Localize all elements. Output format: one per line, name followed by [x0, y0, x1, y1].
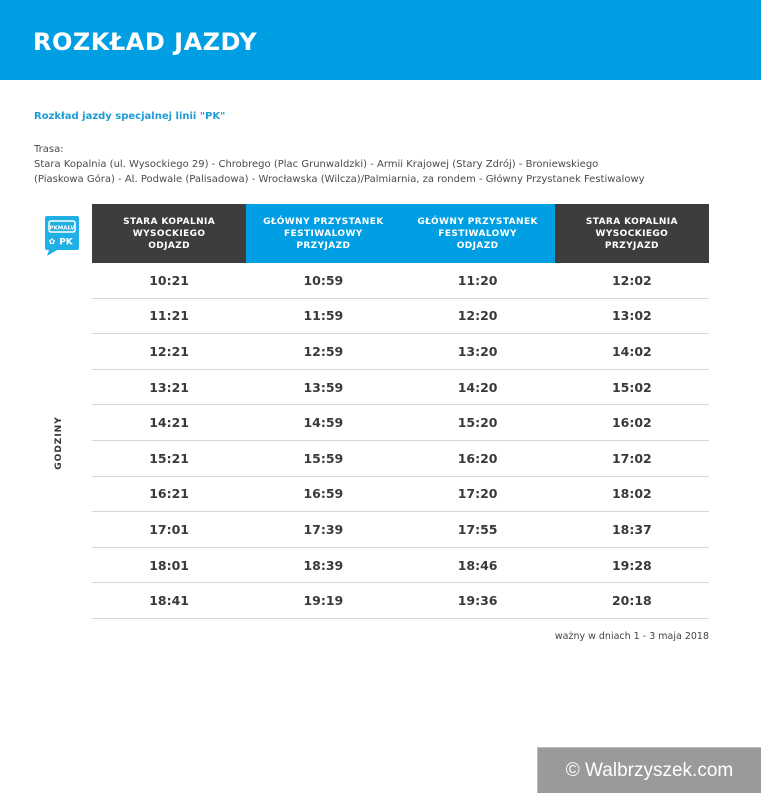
time-cell: 15:20 — [457, 415, 498, 431]
route-label: Trasa: — [34, 144, 64, 155]
bus-pk-icon — [43, 214, 81, 257]
time-cell: 17:55 — [457, 521, 498, 537]
table-row — [92, 370, 709, 406]
table-row — [92, 405, 709, 441]
route-line-2: (Piaskowa Góra) - Al. Podwale (Palisadowa) - Wrocławska (Wilcza)/Palmiarnia, za rondem - Główny Przystanek Festiwalowy — [34, 174, 645, 185]
time-cell: 12:21 — [149, 343, 190, 359]
time-cell: 18:39 — [303, 557, 344, 573]
time-cell: 13:20 — [457, 343, 498, 359]
time-cell: 13:59 — [303, 379, 344, 395]
time-cell: 17:39 — [303, 521, 344, 537]
timetable — [92, 204, 709, 619]
time-cell: 10:21 — [149, 272, 190, 288]
time-cell: 14:20 — [457, 379, 498, 395]
header-bar — [0, 0, 761, 80]
time-cell: 17:20 — [457, 486, 498, 502]
time-cell: 11:21 — [149, 308, 190, 324]
time-cell: 16:02 — [611, 415, 652, 431]
time-cell: 13:02 — [611, 308, 652, 324]
time-cell: 12:02 — [611, 272, 652, 288]
timetable-header — [92, 204, 709, 263]
route-description — [34, 142, 746, 187]
schedule-subtitle: Rozkład jazdy specjalnej linii "PK" — [34, 111, 226, 122]
validity-note: ważny w dniach 1 - 3 maja 2018 — [554, 631, 709, 642]
time-cell: 16:20 — [457, 450, 498, 466]
table-row — [92, 477, 709, 513]
table-row — [92, 548, 709, 584]
timetable-body — [92, 263, 709, 619]
column-header: STARA KOPALNIA WYSOCKIEGO ODJAZD — [92, 204, 246, 263]
table-row — [92, 299, 709, 335]
time-cell: 16:59 — [303, 486, 344, 502]
time-cell: 14:21 — [149, 415, 190, 431]
page-title: ROZKŁAD JAZDY — [33, 28, 258, 56]
time-cell: 11:59 — [303, 308, 344, 324]
route-line-1: Stara Kopalnia (ul. Wysockiego 29) - Chrobrego (Plac Grunwaldzki) - Armii Krajowej (Stary Zdrój) - Broniewskiego — [34, 159, 599, 170]
time-cell: 16:21 — [149, 486, 190, 502]
time-cell: 15:21 — [149, 450, 190, 466]
table-row — [92, 263, 709, 299]
watermark: © Walbrzyszek.com — [537, 747, 761, 793]
icon-top-text: PKMALV — [49, 225, 75, 232]
time-cell: 19:19 — [303, 593, 344, 609]
time-cell: 15:59 — [303, 450, 344, 466]
time-cell: 19:36 — [457, 593, 498, 609]
time-cell: 17:01 — [149, 521, 190, 537]
time-cell: 19:28 — [611, 557, 652, 573]
time-cell: 15:02 — [611, 379, 652, 395]
time-cell: 14:02 — [611, 343, 652, 359]
column-header: GŁÓWNY PRZYSTANEK FESTIWALOWY PRZYJAZD — [246, 204, 400, 263]
column-header: GŁÓWNY PRZYSTANEK FESTIWALOWY ODJAZD — [401, 204, 555, 263]
table-row — [92, 334, 709, 370]
time-cell: 13:21 — [149, 379, 190, 395]
time-cell: 17:02 — [611, 450, 652, 466]
time-cell: 18:46 — [457, 557, 498, 573]
time-cell: 18:37 — [611, 521, 652, 537]
time-cell: 20:18 — [611, 593, 652, 609]
table-row — [92, 583, 709, 619]
time-cell: 18:41 — [149, 593, 190, 609]
table-row — [92, 512, 709, 548]
time-cell: 18:02 — [611, 486, 652, 502]
time-cell: 10:59 — [303, 272, 344, 288]
column-header: STARA KOPALNIA WYSOCKIEGO PRZYJAZD — [555, 204, 709, 263]
icon-bottom-text: PK — [59, 237, 73, 248]
time-cell: 12:20 — [457, 308, 498, 324]
hours-side-label: GODZINY — [54, 416, 64, 470]
time-cell: 14:59 — [303, 415, 344, 431]
table-row — [92, 441, 709, 477]
time-cell: 11:20 — [457, 272, 498, 288]
flower-icon: ✿ — [48, 237, 56, 246]
time-cell: 18:01 — [149, 557, 190, 573]
time-cell: 12:59 — [303, 343, 344, 359]
